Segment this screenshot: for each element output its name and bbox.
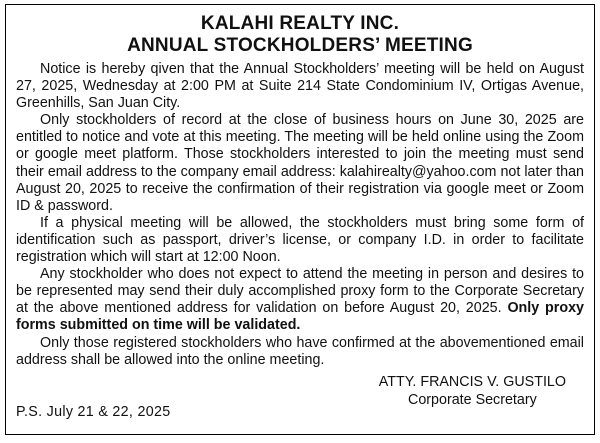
secretary-name: ATTY. FRANCIS V. GUSTILO (378, 374, 566, 390)
proxy-deadline-note: Only proxy forms submitted on time will be validated. (16, 300, 584, 334)
notice-heading (16, 13, 584, 57)
proxy-text: Any stockholder who does not expect to attend the meeting in person and desires to be represented may send their duly accomplished proxy form to the Corporate Secretary at the above mentioned address for validation on before August 20, 2025. (16, 266, 584, 317)
paragraph-online-access: Only those registered stockholders who have confirmed at the abovementioned email address shall be allowed into the online meeting. (16, 334, 584, 368)
signature-block (379, 374, 566, 409)
publication-dates: P.S. July 21 & 22, 2025 (16, 404, 171, 420)
secretary-title: Corporate Secretary (408, 391, 537, 408)
paragraph-identification: If a physical meeting will be allowed, the stockholders must bring some form of identification such as passport, driver’s license, or company I.D. in order to facilitate registration which will start at 12:00 Noon. (16, 214, 584, 266)
meeting-notice (5, 4, 595, 435)
company-name: KALAHI REALTY INC. (200, 13, 400, 34)
paragraph-meeting-details: Notice is hereby qiven that the Annual Stockholders’ meeting will be held on August 27, 2025, Wednesday at 2:00 PM at Suite 214 State Condominium IV, Ortigas Avenue, Greenhills, San Juan City. (16, 61, 584, 112)
paragraph-record-date: Only stockholders of record at the close of business hours on June 30, 2025 are entitled to notice and vote at this meeting. The meeting will be held online using the Zoom or google meet platform. Those stockholders interested to join the meeting must send their email address to the company email address: kalahirealty@yahoo.com not later than August 20, 2025 to receive the confirmation of their registration via google meet or Zoom ID & password. (16, 112, 584, 214)
paragraph-proxy (16, 266, 584, 334)
meeting-title: ANNUAL STOCKHOLDERS’ MEETING (127, 35, 473, 56)
